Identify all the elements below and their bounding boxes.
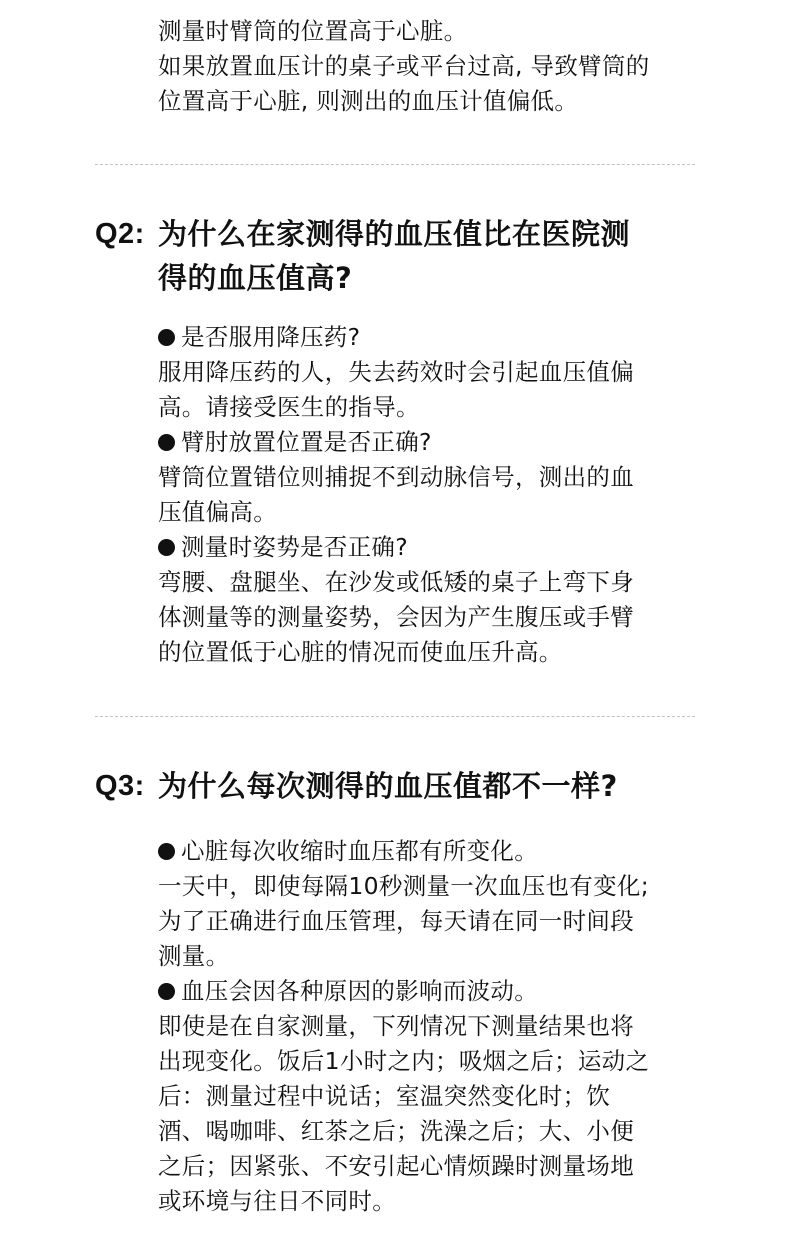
text-line: 高。请接受医生的指导。 bbox=[158, 393, 420, 421]
bullet-text: 测量时姿势是否正确? bbox=[181, 533, 408, 561]
text-line: 之后；因紧张、不安引起心情烦躁时测量场地 bbox=[158, 1152, 634, 1180]
bullet-dot-icon bbox=[158, 843, 175, 860]
bullet-point bbox=[158, 974, 703, 1009]
text-line: 一天中，即使每隔10秒测量一次血压也有变化; bbox=[158, 872, 649, 900]
text-line: 如果放置血压计的桌子或平台过高, 导致臂筒的 bbox=[158, 52, 650, 80]
text-line: 为了正确进行血压管理，每天请在同一时间段 bbox=[158, 907, 634, 935]
text-line: 测量。 bbox=[158, 942, 230, 970]
q2-answer bbox=[158, 320, 703, 670]
question-label: Q2: bbox=[95, 218, 145, 250]
text-line: 或环境与往日不同时。 bbox=[158, 1187, 396, 1215]
bullet-text: 是否服用降压药? bbox=[181, 323, 361, 351]
text-line: 的位置低于心脏的情况而使血压升高。 bbox=[158, 638, 563, 666]
question-label: Q3: bbox=[95, 770, 145, 802]
q3-answer bbox=[158, 834, 703, 1219]
bullet-text: 臂肘放置位置是否正确? bbox=[181, 428, 432, 456]
text-line: 体测量等的测量姿势，会因为产生腹压或手臂 bbox=[158, 603, 634, 631]
bullet-dot-icon bbox=[158, 329, 175, 346]
bullet-point bbox=[158, 834, 703, 869]
bullet-text: 心脏每次收缩时血压都有所变化。 bbox=[181, 837, 538, 865]
q3-heading bbox=[95, 764, 700, 808]
question-title-line: 得的血压值高? bbox=[158, 261, 353, 295]
bullet-dot-icon bbox=[158, 539, 175, 556]
dashed-divider bbox=[95, 716, 695, 717]
text-line: 弯腰、盘腿坐、在沙发或低矮的桌子上弯下身 bbox=[158, 568, 634, 596]
q1-answer-tail bbox=[158, 14, 703, 119]
text-line: 测量时臂筒的位置高于心脏。 bbox=[158, 17, 468, 45]
text-line: 后：测量过程中说话；室温突然变化时；饮 bbox=[158, 1082, 611, 1110]
bullet-text: 血压会因各种原因的影响而波动。 bbox=[181, 977, 538, 1005]
bullet-point bbox=[158, 320, 703, 355]
q2-heading bbox=[95, 212, 700, 300]
bullet-point bbox=[158, 425, 703, 460]
text-line: 酒、喝咖啡、红茶之后；洗澡之后；大、小便 bbox=[158, 1117, 634, 1145]
question-title-line: 为什么每次测得的血压值都不一样? bbox=[158, 769, 618, 803]
text-line: 位置高于心脏, 则测出的血压计值偏低。 bbox=[158, 87, 579, 115]
text-line: 压值偏高。 bbox=[158, 498, 277, 526]
bullet-point bbox=[158, 530, 703, 565]
bullet-dot-icon bbox=[158, 983, 175, 1000]
question-title-line: 为什么在家测得的血压值比在医院测 bbox=[158, 217, 631, 251]
text-line: 臂筒位置错位则捕捉不到动脉信号，测出的血 bbox=[158, 463, 634, 491]
text-line: 服用降压药的人，失去药效时会引起血压值偏 bbox=[158, 358, 634, 386]
bullet-dot-icon bbox=[158, 434, 175, 451]
text-line: 出现变化。饭后1小时之内；吸烟之后；运动之 bbox=[158, 1047, 650, 1075]
text-line: 即使是在自家测量，下列情况下测量结果也将 bbox=[158, 1012, 634, 1040]
dashed-divider bbox=[95, 164, 695, 165]
